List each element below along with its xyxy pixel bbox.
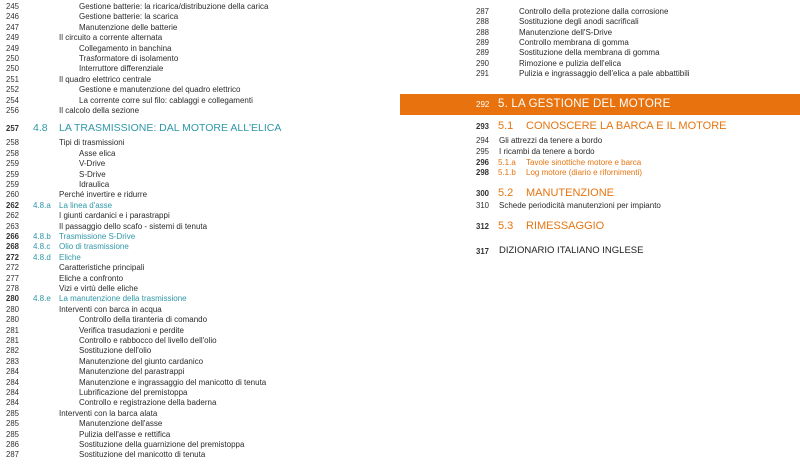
toc-entry-title: Sostituzione del manicotto di tenuta: [79, 450, 206, 460]
toc-entry-title: DIZIONARIO ITALIANO INGLESE: [499, 245, 644, 256]
toc-section-number: 4.8.c: [33, 242, 51, 252]
toc-entry: [0, 335, 400, 346]
toc-entry-title: I ricambi da tenere a bordo: [499, 147, 595, 156]
chapter-banner: [400, 94, 800, 115]
toc-entry: [0, 429, 400, 440]
toc-section-title: Tavole sinottiche motore e barca: [526, 158, 642, 167]
toc-page-number: 260: [6, 190, 20, 200]
toc-entry-title: Collegamento in banchina: [79, 43, 172, 53]
toc-entry: [0, 418, 400, 429]
toc-entry-title: Sostituzione della membrana di gomma: [519, 48, 660, 58]
toc-page-number: 282: [6, 346, 20, 356]
toc-section-number: 4.8.d: [33, 252, 51, 262]
toc-page-number: 280: [6, 315, 20, 325]
toc-entry-title: Manutenzione del parastrappi: [79, 367, 185, 377]
toc-entry-title: Manutenzione delle batterie: [79, 22, 178, 32]
toc-entry-title: Lubrificazione del premistoppa: [79, 388, 188, 397]
toc-page-number: 293: [476, 122, 490, 131]
toc-section-number: 5.3: [498, 220, 514, 232]
toc-entry: [0, 314, 400, 325]
toc-entry-title: Tipi di trasmissioni: [59, 138, 125, 148]
toc-entry: [0, 1, 400, 12]
toc-entry: [0, 273, 400, 284]
toc-page-number: 288: [476, 27, 490, 37]
toc-entry: [0, 221, 400, 232]
toc-entry: [400, 167, 800, 178]
toc-entry-title: Manutenzione del giunto cardanico: [79, 356, 204, 366]
toc-entry-title: Manutenzione e ingrassaggio del manicotto di tenuta: [79, 377, 267, 387]
toc-entry: [0, 22, 400, 33]
toc-section-number: 5.1: [498, 120, 514, 132]
toc-page-number: 262: [6, 200, 20, 210]
toc-entry: [0, 95, 400, 106]
toc-entry-title: Interruttore differenziale: [79, 64, 164, 74]
toc-entry-title: Pulizia e ingrassaggio dell'elica a pale abbattibili: [519, 68, 690, 78]
toc-entry: [0, 148, 400, 159]
toc-page-number: 284: [6, 388, 20, 397]
toc-entry-title: V-Drive: [79, 159, 106, 169]
toc-entry: [400, 188, 800, 199]
toc-entry-title: Sostituzione degli anodi sacrificali: [519, 17, 639, 27]
toc-section-title: MANUTENZIONE: [526, 187, 614, 199]
toc-page-number: 250: [6, 64, 20, 74]
toc-page-number: 287: [476, 7, 490, 16]
toc-page-number: 281: [6, 336, 20, 345]
toc-page-number: 256: [6, 106, 20, 115]
toc-page-number: 289: [476, 37, 490, 47]
toc-entry-title: Vizi e virtù delle eliche: [59, 284, 139, 293]
toc-entry: [0, 137, 400, 148]
toc-entry-title: Gestione batterie: la ricarica/distribuzione della carica: [79, 2, 269, 11]
toc-entry: [400, 200, 800, 211]
toc-entry: [400, 135, 800, 146]
toc-section-number: 5.1.b: [498, 168, 516, 177]
toc-entry: [400, 121, 800, 132]
toc-page-number: 245: [6, 2, 20, 11]
toc-entry-title: La corrente corre sul filo: cablaggi e collegamenti: [79, 95, 253, 105]
toc-entry: [0, 105, 400, 116]
toc-page-number: 246: [6, 12, 20, 22]
toc-entry-title: Controllo membrana di gomma: [519, 37, 629, 47]
toc-entry-title: Gestione e manutenzione del quadro elettrico: [79, 85, 241, 95]
toc-section-title: RIMESSAGGIO: [526, 220, 605, 232]
toc-page-number: 249: [6, 33, 20, 43]
toc-page-number: 295: [476, 147, 490, 156]
toc-entry-title: Il circuito a corrente alternata: [59, 33, 163, 43]
toc-entry: [0, 293, 400, 304]
toc-page-number: 283: [6, 356, 20, 366]
toc-entry: [400, 68, 800, 79]
toc-entry-title: Controllo della protezione dalla corrosione: [519, 7, 669, 16]
toc-entry: [0, 63, 400, 74]
toc-page-number: 285: [6, 408, 20, 418]
toc-entry-title: Idraulica: [79, 180, 110, 189]
toc-entry: [0, 32, 400, 43]
toc-page-number: 300: [476, 189, 490, 198]
toc-entry: [400, 146, 800, 157]
toc-entry: [0, 345, 400, 356]
toc-entry: [0, 439, 400, 450]
toc-page-number: 294: [476, 136, 490, 145]
toc-page-number: 272: [6, 252, 20, 262]
toc-page-number: 312: [476, 222, 490, 231]
toc-entry: [0, 397, 400, 408]
chapter-title: 5. LA GESTIONE DEL MOTORE: [498, 98, 671, 110]
toc-section-title: La manutenzione della trasmissione: [59, 294, 187, 304]
toc-entry-title: Trasformatore di isolamento: [79, 54, 179, 63]
toc-section-title: La linea d'asse: [59, 200, 113, 210]
toc-entry: [400, 221, 800, 232]
toc-entry: [0, 231, 400, 242]
toc-page-number: 284: [6, 377, 20, 387]
toc-entry: [0, 200, 400, 211]
toc-entry: [0, 252, 400, 263]
toc-entry-title: Schede periodicità manutenzioni per impianto: [499, 201, 661, 210]
toc-page-number: 259: [6, 159, 20, 169]
toc-page-number: 266: [6, 232, 20, 241]
toc-entry: [0, 366, 400, 377]
toc-entry: [0, 449, 400, 460]
toc-page-number: 290: [476, 58, 490, 68]
toc-page-number: 258: [6, 148, 20, 158]
toc-page-number: 291: [476, 68, 490, 78]
toc-entry: [0, 158, 400, 169]
toc-entry: [0, 84, 400, 95]
toc-section-title: Trasmissione S-Drive: [59, 232, 136, 241]
toc-page-number: 251: [6, 74, 20, 84]
toc-entry: [0, 11, 400, 22]
toc-entry: [0, 189, 400, 200]
toc-page-number: 285: [6, 419, 20, 429]
toc-entry-title: Controllo e rabbocco del livello dell'olio: [79, 336, 217, 345]
toc-entry-title: Gli attrezzi da tenere a bordo: [499, 136, 603, 145]
toc-entry: [0, 262, 400, 273]
toc-entry-title: Eliche a confronto: [59, 273, 124, 283]
toc-entry-title: Manutenzione dell'asse: [79, 419, 163, 429]
toc-section-title: LA TRASMISSIONE: DAL MOTORE ALL'ELICA: [59, 122, 282, 135]
toc-page-number: 252: [6, 85, 20, 95]
toc-page-number: 285: [6, 429, 20, 439]
toc-entry: [0, 387, 400, 398]
toc-entry-title: Sostituzione della guarnizione del premistoppa: [79, 440, 245, 449]
toc-entry: [0, 43, 400, 54]
toc-entry: [0, 325, 400, 336]
toc-page-number: 278: [6, 284, 20, 293]
toc-entry-title: S-Drive: [79, 169, 106, 179]
toc-page-number: 287: [6, 450, 20, 460]
toc-entry-title: Interventi con la barca alata: [59, 408, 158, 418]
toc-entry-title: I giunti cardanici e i parastrappi: [59, 211, 170, 221]
toc-page-number: 259: [6, 180, 20, 189]
toc-entry-title: Perché invertire e ridurre: [59, 190, 148, 200]
toc-entry: [0, 123, 400, 134]
chapter-page-number: 292: [476, 100, 490, 109]
toc-entry: [0, 356, 400, 367]
toc-section-title: Olio di trasmissione: [59, 242, 129, 252]
toc-page-number: 288: [476, 17, 490, 27]
toc-section-number: 4.8.e: [33, 294, 51, 304]
toc-section-number: 4.8.b: [33, 232, 51, 241]
toc-page-number: 280: [6, 294, 20, 304]
toc-entry: [0, 179, 400, 190]
toc-entry: [0, 283, 400, 294]
toc-page-number: 317: [476, 247, 490, 256]
toc-page-number: 277: [6, 273, 20, 283]
toc-section-number: 4.8.a: [33, 200, 51, 210]
toc-section-title: Log motore (diario e rifornimenti): [526, 168, 643, 177]
toc-section-title: Eliche: [59, 252, 81, 262]
toc-entry: [400, 246, 800, 257]
toc-page-number: 298: [476, 168, 490, 177]
toc-entry-title: Controllo della tiranteria di comando: [79, 315, 208, 325]
toc-entry-title: Sostituzione dell'olio: [79, 346, 152, 356]
toc-page-number: 258: [6, 138, 20, 148]
toc-entry: [0, 304, 400, 315]
toc-entry-title: Manutenzione dell'S-Drive: [519, 27, 613, 37]
toc-section-title: CONOSCERE LA BARCA E IL MOTORE: [526, 120, 727, 132]
toc-entry-title: Pulizia dell'asse e rettifica: [79, 429, 171, 439]
toc-page-number: 289: [476, 48, 490, 58]
toc-page-number: 284: [6, 367, 20, 377]
toc-entry: [0, 169, 400, 180]
toc-page-number: 249: [6, 43, 20, 53]
toc-page-number: 280: [6, 304, 20, 314]
toc-page-number: 250: [6, 54, 20, 63]
toc-entry: [0, 53, 400, 64]
toc-entry: [0, 241, 400, 252]
toc-entry-title: Caratteristiche principali: [59, 263, 145, 273]
toc-entry-title: Il passaggio dello scafo - sistemi di tenuta: [59, 221, 208, 231]
toc-entry-title: Gestione batterie: la scarica: [79, 12, 179, 22]
toc-section-number: 5.1.a: [498, 158, 516, 167]
toc-entry: [0, 210, 400, 221]
toc-entry-title: Il quadro elettrico centrale: [59, 74, 152, 84]
toc-page-number: 286: [6, 440, 20, 449]
toc-page-number: 247: [6, 22, 20, 32]
toc-page-number: 284: [6, 398, 20, 408]
toc-entry-title: Interventi con barca in acqua: [59, 304, 162, 314]
toc-page-number: 259: [6, 169, 20, 179]
toc-section-number: 5.2: [498, 187, 514, 199]
toc-page-number: 263: [6, 221, 20, 231]
toc-page-number: 257: [6, 124, 20, 134]
toc-page-number: 268: [6, 242, 20, 252]
toc-section-number: 4.8: [33, 122, 48, 135]
toc-entry-title: Verifica trasudazioni e perdite: [79, 325, 184, 335]
toc-page-number: 254: [6, 95, 20, 105]
toc-entry-title: Controllo e registrazione della baderna: [79, 398, 217, 408]
toc-page-number: 281: [6, 325, 20, 335]
toc-entry: [0, 408, 400, 419]
toc-entry-title: Rimozione e pulizia dell'elica: [519, 58, 622, 68]
toc-page-number: 272: [6, 263, 20, 273]
toc-page-number: 296: [476, 158, 490, 167]
toc-page-number: 310: [476, 201, 490, 210]
toc-entry: [0, 377, 400, 388]
toc-entry-title: Asse elica: [79, 148, 116, 158]
toc-entry: [0, 74, 400, 85]
toc-page-number: 262: [6, 211, 20, 221]
toc-entry-title: Il calcolo della sezione: [59, 106, 140, 115]
